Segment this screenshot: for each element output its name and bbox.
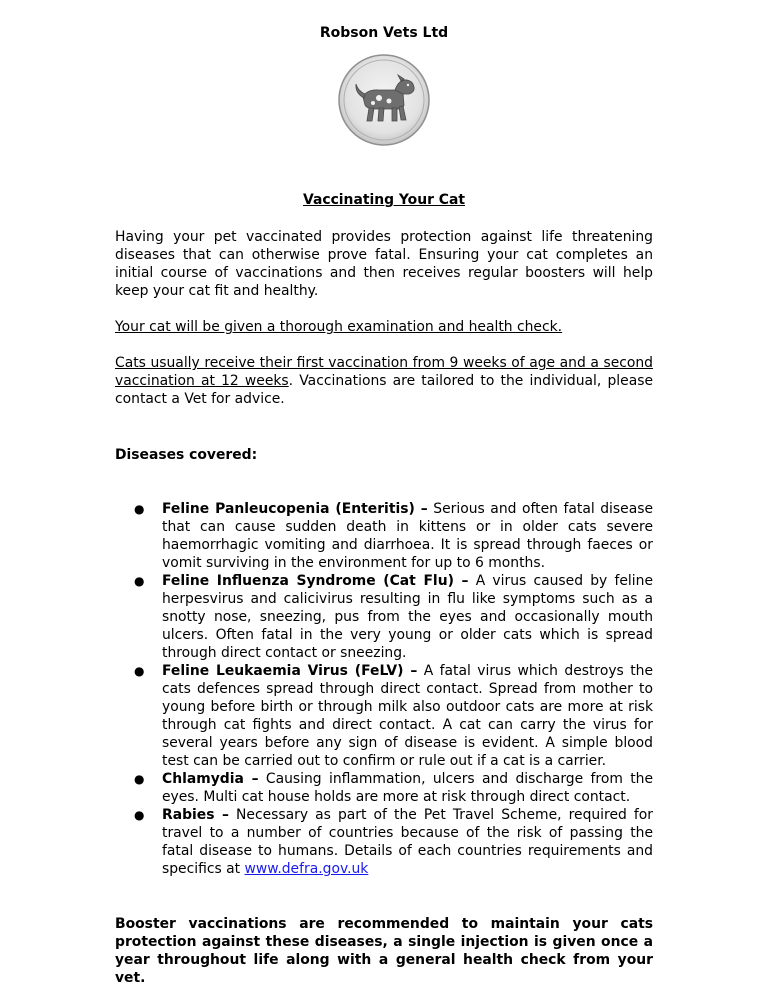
document-page	[115, 24, 653, 987]
disease-text: A virus caused by feline herpesvirus and calicivirus resulting in flu like symptoms such as a snotty nose, sneezing, pus from the eyes and occasionally mouth ulcers. Often fatal in the very young or older cats which is spread through direct contact or sneezing.	[162, 573, 653, 661]
page-title: Vaccinating Your Cat	[302, 192, 466, 208]
schedule-underlined: Cats usually receive their first vaccination from 9 weeks of age and a second vaccination at 12 weeks	[115, 355, 653, 389]
disease-name: Feline Leukaemia Virus (FeLV) –	[162, 663, 418, 679]
bullet-icon: ●	[134, 808, 145, 822]
disease-name: Chlamydia –	[162, 771, 259, 787]
booster-paragraph: Booster vaccinations are recommended to maintain your cats protection against these diseases, a single injection is given once a year throughout life along with a general health check from your vet.	[115, 916, 653, 986]
list-item	[134, 500, 653, 572]
list-item	[134, 806, 653, 878]
bullet-icon: ●	[134, 664, 145, 678]
disease-text: A fatal virus which destroys the cats defences spread through direct contact. Spread from mother to young before birth or through milk also outdoor cats are more at risk through cat fights and direct contact. A cat can carry the virus for several years before any sign of disease is evident. A simple blood test can be carried out to confirm or rule out if a cat is a carrier.	[162, 663, 653, 769]
disease-name: Rabies –	[162, 807, 229, 823]
disease-name: Feline Panleucopenia (Enteritis) –	[162, 501, 428, 517]
disease-text: Necessary as part of the Pet Travel Scheme, required for travel to a number of countries because of the risk of passing the fatal disease to humans. Details of each countries requirements and specifics at	[162, 807, 653, 877]
bullet-icon: ●	[134, 772, 145, 786]
schedule-paragraph	[115, 354, 653, 408]
diseases-heading: Diseases covered:	[115, 447, 258, 463]
disease-text: Serious and often fatal disease that can cause sudden death in kittens or in older cats severe haemorrhagic vomiting and diarrhoea. It is spread through faeces or vomit surviving in the environment for up to 6 months.	[162, 501, 653, 571]
exam-note: Your cat will be given a thorough examination and health check.	[115, 319, 563, 335]
schedule-rest: . Vaccinations are tailored to the individual, please contact a Vet for advice.	[115, 373, 654, 407]
company-name: Robson Vets Ltd	[319, 25, 449, 41]
list-item	[134, 662, 653, 770]
intro-paragraph: Having your pet vaccinated provides protection against life threatening diseases that can otherwise prove fatal. Ensuring your cat completes an initial course of vaccinations and then receives regular boosters will help keep your cat fit and healthy.	[115, 229, 653, 299]
defra-link[interactable]: www.defra.gov.uk	[244, 861, 369, 877]
dog-seal-icon	[337, 53, 431, 147]
disease-text: Causing inflammation, ulcers and discharge from the eyes. Multi cat house holds are more at risk through direct contact.	[162, 771, 653, 805]
list-item	[134, 770, 653, 806]
diseases-list	[115, 500, 653, 878]
bullet-icon: ●	[134, 502, 145, 516]
disease-name: Feline Influenza Syndrome (Cat Flu) –	[162, 573, 469, 589]
list-item	[134, 572, 653, 662]
bullet-icon: ●	[134, 574, 145, 588]
